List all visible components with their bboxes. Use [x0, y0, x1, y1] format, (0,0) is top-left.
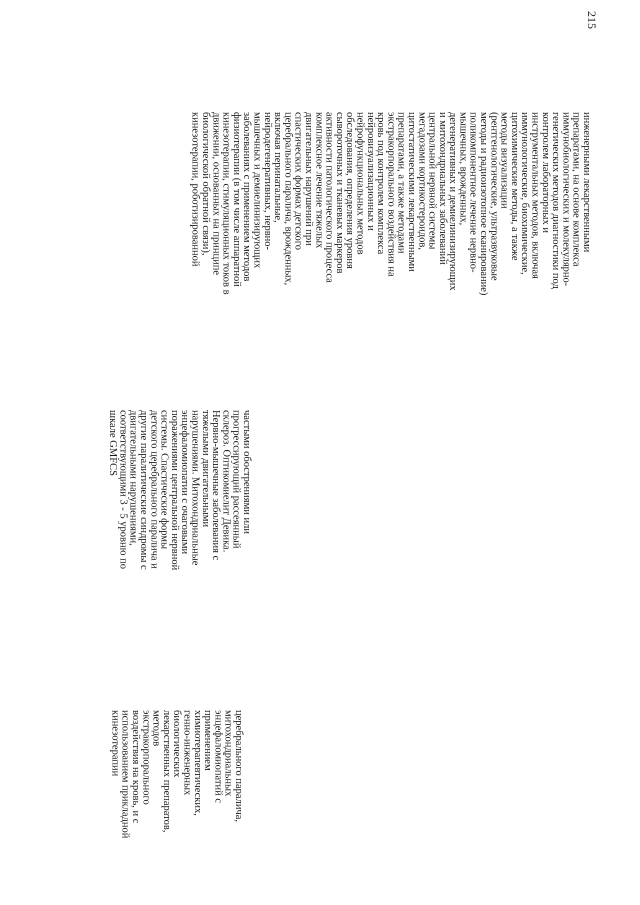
page-number: 215 [585, 11, 599, 29]
table-cell-middle-column: частыми обострениями или прогрессирующий рассеянный склероз. Оптикомиелит Девика. Нервно-мышечные заболевания с тяжелыми двигательными нарушениями. Митохондриальные энцефаломиопатии с очаговыми поражениями центральной нервной системы. Спастические формы детского церебрального паралича и другие паралитические синдромы с двигательными нарушениями, соответствующими 3 - 5 уровню по шкале GMFCS [107, 410, 252, 571]
table-cell-right-column: инженерными лекарственными препаратами, на основе комплекса иммунобиологических и молекулярно- генетических методов диагностики под контролем лабораторных и инструментальных методов, включая иммунологические, биохимические, цитохимические методы, а также методы визуализации (рентгенологические, ультразвуковые методы и радиоизотопное сканирование) поликомпонентное лечение нервно- мышечных, врожденных, дегенеративных и демиелинизирующих и митохондриальных заболеваний центральной нервной системы мегадозами кортикостероидов, цитостатическими лекарственными препаратами, а также методами экстракорпорального воздействия на кровь под контролем комплекса нейровизуализационных и нейрофункциональных методов обследования, определения уровня сывороточных и тканевых маркеров активности патологического процесса комплексное лечение тяжелых двигательных нарушений при спастических формах детского церебрального паралича, врожденных, включая перинатальные, нейродегенеративных, нервно- мышечных и демиелинизирующих заболеваниях с применением методов физиотерапии (в том числе аппаратной кинезотерапии, стимуляционных токов в движении, основанных на принципе биологической обратной связи), кинезотерапии, роботизированной [189, 112, 592, 296]
table-cell-left-column: церебрального паралича, митохондриальных энцефаломиопатий с применением химиотерапевтических, генно-инженерных биологических лекарственных препаратов, методов экстракорпорального воздействия на кровь, и с использованием прикладной кинезотерапии [109, 710, 244, 839]
